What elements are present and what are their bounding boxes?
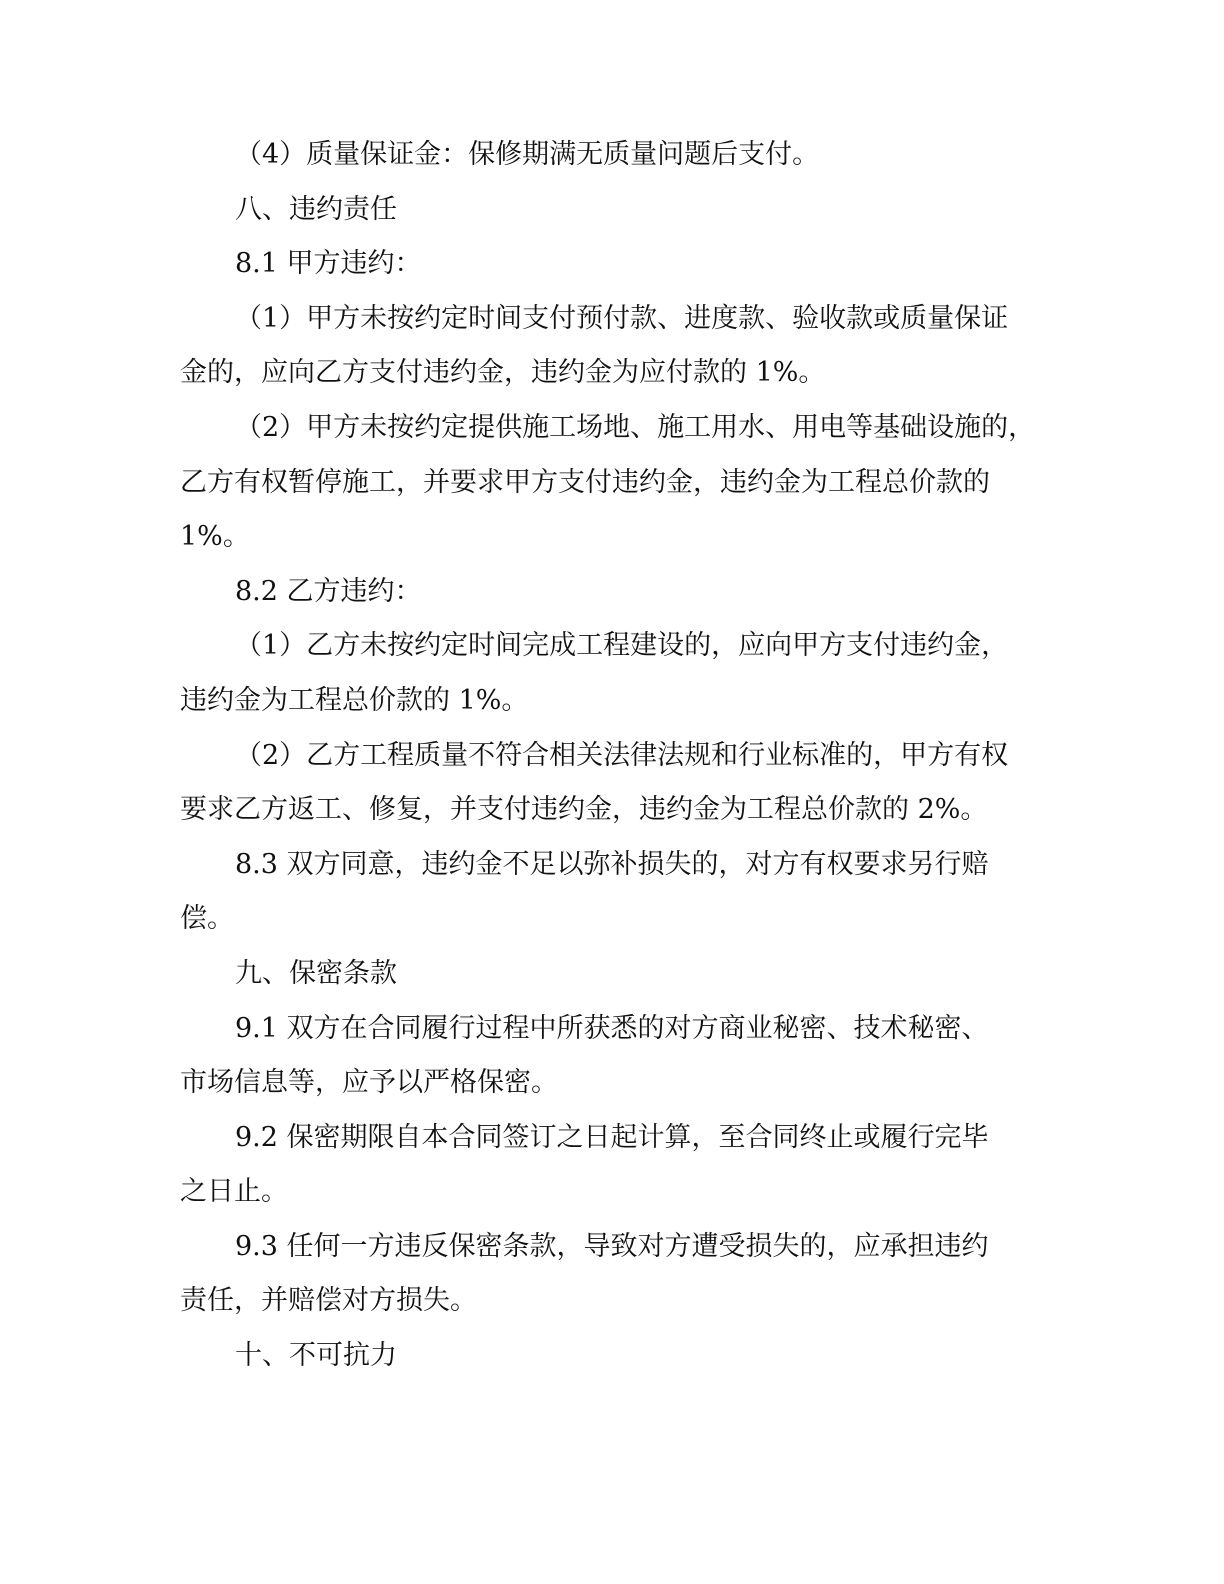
section-heading-confidentiality: 九、保密条款 — [235, 957, 397, 989]
clause-8-2-1-line-1: （1）乙方未按约定时间完成工程建设的，应向甲方支付违约金， — [235, 630, 1009, 662]
clause-8-1-2-line-2: 乙方有权暂停施工，并要求甲方支付违约金，违约金为工程总价款的 — [180, 466, 990, 498]
clause-8-1-heading: 8.1 甲方违约： — [235, 248, 422, 280]
clause-8-2-heading: 8.2 乙方违约： — [235, 575, 422, 607]
clause-9-3-line-2: 责任，并赔偿对方损失。 — [180, 1285, 477, 1317]
clause-8-1-1-line-1: （1）甲方未按约定时间支付预付款、进度款、验收款或质量保证 — [235, 302, 1009, 334]
clause-8-3-line-2: 偿。 — [180, 903, 234, 935]
paragraph-quality-deposit: （4）质量保证金：保修期满无质量问题后支付。 — [235, 139, 820, 170]
clause-8-2-1-line-2: 违约金为工程总价款的 1%。 — [180, 684, 529, 716]
clause-8-3-line-1: 8.3 双方同意，违约金不足以弥补损失的，对方有权要求另行赔 — [235, 848, 989, 880]
clause-9-2-line-1: 9.2 保密期限自本合同签订之日起计算，至合同终止或履行完毕 — [235, 1121, 989, 1153]
clause-8-1-2-line-3: 1%。 — [180, 521, 250, 553]
clause-8-1-1-line-2: 金的，应向乙方支付违约金，违约金为应付款的 1%。 — [180, 357, 826, 389]
clause-9-1-line-1: 9.1 双方在合同履行过程中所获悉的对方商业秘密、技术秘密、 — [235, 1012, 989, 1044]
clause-8-2-2-line-2: 要求乙方返工、修复，并支付违约金，违约金为工程总价款的 2%。 — [180, 794, 988, 826]
clause-9-2-line-2: 之日止。 — [180, 1176, 288, 1208]
section-heading-force-majeure: 十、不可抗力 — [235, 1340, 397, 1372]
clause-8-1-2-line-1: （2）甲方未按约定提供施工场地、施工用水、用电等基础设施的， — [235, 411, 1036, 443]
document-body — [180, 128, 1060, 1384]
clause-9-3-line-1: 9.3 任何一方违反保密条款，导致对方遭受损失的，应承担违约 — [235, 1230, 989, 1262]
section-heading-breach: 八、违约责任 — [235, 193, 397, 225]
clause-9-1-line-2: 市场信息等，应予以严格保密。 — [180, 1067, 558, 1099]
clause-8-2-2-line-1: （2）乙方工程质量不符合相关法律法规和行业标准的，甲方有权 — [235, 739, 1009, 771]
